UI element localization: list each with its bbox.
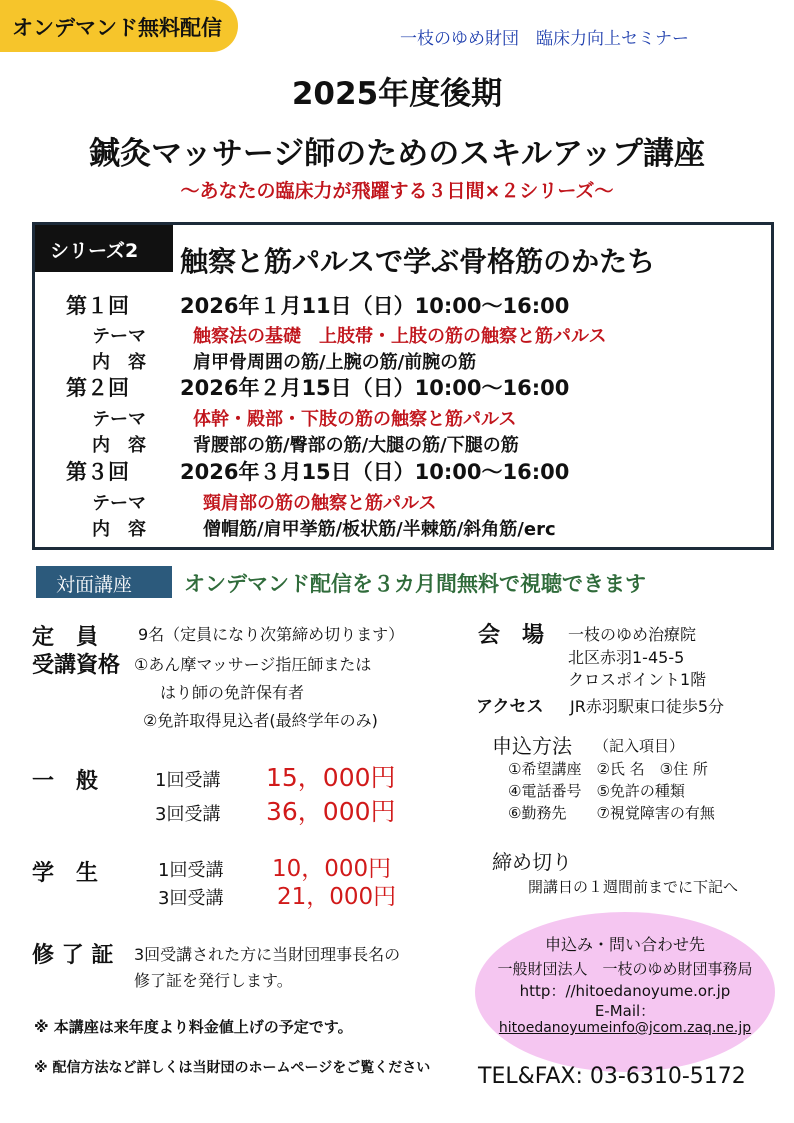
access-value: JR赤羽駅東口徒歩5分 bbox=[570, 697, 725, 716]
student-label: 学 生 bbox=[32, 861, 99, 886]
student-thrice-label: 3回受講 bbox=[158, 888, 224, 909]
session-1-content-label: 内 容 bbox=[92, 352, 146, 373]
session-2-content-label: 内 容 bbox=[92, 435, 146, 456]
session-2-theme-label: テーマ bbox=[92, 409, 146, 430]
website-note: ※ 配信方法など詳しくは当財団のホームページをご覧ください bbox=[34, 1060, 431, 1076]
apply-items-3: ⑥勤務先 ⑦視覚障害の有無 bbox=[508, 804, 715, 822]
general-thrice-label: 3回受講 bbox=[155, 804, 221, 825]
apply-label: 申込方法 bbox=[492, 734, 572, 758]
venue-name: 一枝のゆめ治療院 bbox=[568, 625, 697, 644]
qualification-2: はり師の免許保有者 bbox=[160, 683, 305, 702]
session-3-content-label: 内 容 bbox=[92, 519, 146, 540]
venue-address-2: クロスポイント1階 bbox=[568, 670, 707, 689]
contact-title: 申込み・問い合わせ先 bbox=[544, 935, 705, 954]
certificate-text-2: 修了証を発行します。 bbox=[134, 971, 293, 990]
series-title: 触察と筋パルスで学ぶ骨格筋のかたち bbox=[180, 245, 656, 278]
capacity-label: 定 員 bbox=[32, 625, 99, 650]
session-2-content: 背腰部の筋/臀部の筋/大腿の筋/下腿の筋 bbox=[193, 435, 519, 456]
contact-url[interactable]: http：//hitoedanoyume.or.jp bbox=[519, 982, 731, 1000]
student-thrice-price: 21，000円 bbox=[277, 884, 397, 910]
ondemand-badge-text: オンデマンド無料配信 bbox=[12, 16, 222, 40]
session-3-date: 2026年３月15日（日）10:00～16:00 bbox=[180, 460, 570, 484]
general-once-label: 1回受講 bbox=[155, 770, 221, 791]
page-title: 鍼灸マッサージ師のためのスキルアップ講座 bbox=[89, 136, 705, 172]
page-subtitle: ～あなたの臨床力が飛躍する３日間×２シリーズ～ bbox=[180, 180, 614, 202]
general-once-price: 15，000円 bbox=[266, 763, 396, 792]
venue-label: 会 場 bbox=[478, 623, 545, 648]
student-once-price: 10，000円 bbox=[272, 856, 392, 882]
session-3-theme-label: テーマ bbox=[92, 493, 146, 514]
ondemand-notice: オンデマンド配信を３カ月間無料で視聴できます bbox=[184, 572, 646, 596]
apply-note: （記入項目） bbox=[594, 737, 685, 755]
price-note: ※ 本講座は来年度より料金値上げの予定です。 bbox=[34, 1018, 353, 1036]
session-2-theme: 体幹・殿部・下肢の筋の触察と筋パルス bbox=[193, 409, 517, 430]
taimen-tag-text: 対面講座 bbox=[56, 574, 133, 596]
certificate-text-1: 3回受講された方に当財団理事長名の bbox=[134, 945, 401, 964]
certificate-label: 修 了 証 bbox=[32, 943, 114, 968]
apply-items-2: ④電話番号 ⑤免許の種類 bbox=[508, 782, 685, 800]
session-1-content: 肩甲骨周囲の筋/上腕の筋/前腕の筋 bbox=[193, 352, 477, 373]
capacity-value: 9名（定員になり次第締め切ります） bbox=[138, 625, 405, 644]
session-3-content: 僧帽筋/肩甲挙筋/板状筋/半棘筋/斜角筋/erc bbox=[203, 519, 556, 540]
access-label: アクセス bbox=[476, 697, 544, 717]
session-1-date: 2026年１月11日（日）10:00～16:00 bbox=[180, 294, 570, 318]
session-2-date: 2026年２月15日（日）10:00～16:00 bbox=[180, 376, 570, 400]
session-1-theme-label: テーマ bbox=[92, 326, 146, 347]
series-tag-text: シリーズ2 bbox=[50, 240, 139, 262]
deadline-label: 締め切り bbox=[492, 850, 572, 874]
contact-org: 一般財団法人 一枝のゆめ財団事務局 bbox=[497, 960, 753, 978]
organizer-text: 一枝のゆめ財団 臨床力向上セミナー bbox=[400, 29, 689, 49]
apply-items-1: ①希望講座 ②氏 名 ③住 所 bbox=[508, 760, 708, 778]
session-3-number: 第３回 bbox=[66, 460, 129, 484]
qualification-1: ①あん摩マッサージ指圧師または bbox=[134, 655, 372, 674]
venue-address-1: 北区赤羽1-45-5 bbox=[568, 648, 685, 667]
deadline-text: 開講日の１週間前までに下記へ bbox=[528, 878, 739, 896]
qualification-3: ②免許取得見込者(最終学年のみ) bbox=[143, 711, 378, 730]
page-title-year: 2025年度後期 bbox=[291, 76, 503, 112]
session-1-number: 第１回 bbox=[66, 294, 129, 318]
contact-email-label: E-Mail： bbox=[594, 1002, 656, 1020]
contact-email[interactable]: hitoedanoyumeinfo@jcom.zaq.ne.jp bbox=[498, 1020, 752, 1036]
session-3-theme: 頸肩部の筋の触察と筋パルス bbox=[203, 493, 437, 514]
contact-tel: TEL&FAX: 03-6310-5172 bbox=[478, 1064, 746, 1089]
general-label: 一 般 bbox=[32, 769, 99, 794]
qualification-label: 受講資格 bbox=[32, 653, 121, 678]
session-1-theme: 触察法の基礎 上肢帯・上肢の筋の触察と筋パルス bbox=[193, 326, 607, 347]
session-2-number: 第２回 bbox=[66, 376, 129, 400]
student-once-label: 1回受講 bbox=[158, 860, 224, 881]
general-thrice-price: 36，000円 bbox=[266, 797, 396, 826]
